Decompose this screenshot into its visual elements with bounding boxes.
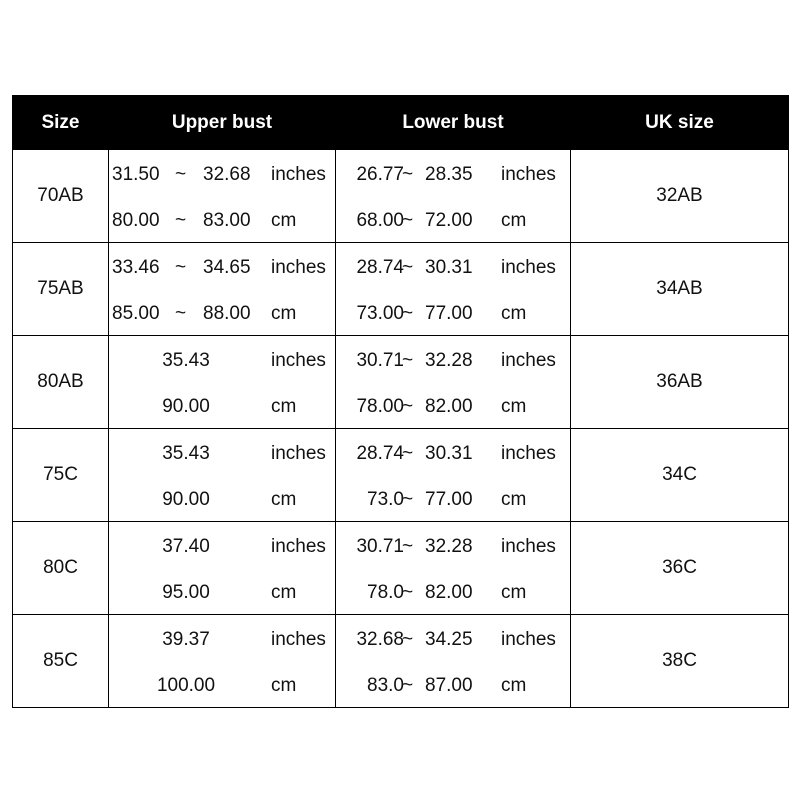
range-low: 30.71 — [356, 350, 404, 371]
uk-size-cell: 34C — [571, 429, 789, 522]
size-cell: 75AB — [13, 243, 109, 336]
range-high: 77.00 — [425, 489, 473, 510]
measurement-value: 100.00 — [156, 675, 216, 696]
unit-label: cm — [271, 489, 297, 510]
cm-line — [109, 302, 335, 326]
upper-bust-measurements — [109, 336, 335, 428]
unit-label: cm — [271, 582, 297, 603]
range-low: 28.74 — [356, 443, 404, 464]
unit-label: cm — [501, 489, 527, 510]
range-high: 87.00 — [425, 675, 473, 696]
unit-label: cm — [271, 303, 297, 324]
measurement-value: 37.40 — [162, 536, 210, 557]
lower-bust-cell — [336, 150, 571, 243]
size-cell: 85C — [13, 615, 109, 708]
range-separator: ~ — [402, 536, 414, 557]
range-separator: ~ — [175, 303, 187, 324]
range-high: 30.31 — [425, 443, 473, 464]
measurement-value: 35.43 — [162, 350, 210, 371]
measurement-value: 95.00 — [162, 582, 210, 603]
range-low: 26.77 — [356, 164, 404, 185]
unit-label: inches — [501, 629, 556, 650]
range-low: 78.00 — [356, 396, 404, 417]
range-low: 28.74 — [356, 257, 404, 278]
measurement-value: 90.00 — [162, 489, 210, 510]
inches-line — [109, 256, 335, 280]
range-separator: ~ — [402, 582, 414, 603]
inches-line — [336, 535, 570, 559]
range-separator: ~ — [402, 396, 414, 417]
measurement-value: 90.00 — [162, 396, 210, 417]
range-low: 73.0 — [367, 489, 404, 510]
range-low: 73.00 — [356, 303, 404, 324]
table-row — [13, 336, 789, 429]
unit-label: inches — [271, 629, 326, 650]
size-cell: 80AB — [13, 336, 109, 429]
inches-line — [109, 628, 335, 652]
unit-label: cm — [501, 396, 527, 417]
cm-line — [109, 488, 335, 512]
upper-bust-cell — [109, 615, 336, 708]
range-separator: ~ — [402, 629, 414, 650]
range-high: 34.25 — [425, 629, 473, 650]
inches-line — [336, 442, 570, 466]
range-high: 28.35 — [425, 164, 473, 185]
unit-label: inches — [501, 443, 556, 464]
range-low: 31.50 — [112, 164, 160, 185]
unit-label: inches — [271, 443, 326, 464]
uk-size-cell: 36C — [571, 522, 789, 615]
lower-bust-measurements — [336, 522, 570, 614]
cm-line — [336, 488, 570, 512]
range-low: 85.00 — [112, 303, 160, 324]
lower-bust-measurements — [336, 615, 570, 707]
header-upper-bust: Upper bust — [109, 96, 336, 150]
range-separator: ~ — [402, 210, 414, 231]
range-low: 32.68 — [356, 629, 404, 650]
range-separator: ~ — [175, 210, 187, 231]
unit-label: inches — [271, 257, 326, 278]
inches-line — [336, 256, 570, 280]
upper-bust-cell — [109, 243, 336, 336]
range-separator: ~ — [402, 443, 414, 464]
inches-line — [336, 349, 570, 373]
cm-line — [336, 302, 570, 326]
range-low: 30.71 — [356, 536, 404, 557]
upper-bust-cell — [109, 150, 336, 243]
range-high: 34.65 — [203, 257, 251, 278]
range-separator: ~ — [175, 257, 187, 278]
upper-bust-measurements — [109, 522, 335, 614]
range-high: 32.28 — [425, 350, 473, 371]
lower-bust-cell — [336, 522, 571, 615]
cm-line — [336, 581, 570, 605]
uk-size-cell: 38C — [571, 615, 789, 708]
unit-label: cm — [501, 303, 527, 324]
range-high: 30.31 — [425, 257, 473, 278]
size-cell: 75C — [13, 429, 109, 522]
measurement-value: 35.43 — [162, 443, 210, 464]
range-high: 72.00 — [425, 210, 473, 231]
measurement-value: 39.37 — [162, 629, 210, 650]
range-high: 82.00 — [425, 582, 473, 603]
lower-bust-measurements — [336, 150, 570, 242]
unit-label: inches — [501, 536, 556, 557]
range-separator: ~ — [175, 164, 187, 185]
size-chart-body — [13, 150, 789, 708]
range-separator: ~ — [402, 675, 414, 696]
uk-size-cell: 34AB — [571, 243, 789, 336]
range-separator: ~ — [402, 257, 414, 278]
header-size: Size — [13, 96, 109, 150]
lower-bust-cell — [336, 243, 571, 336]
cm-line — [109, 581, 335, 605]
unit-label: inches — [501, 350, 556, 371]
unit-label: cm — [271, 396, 297, 417]
size-chart-table — [12, 95, 789, 708]
lower-bust-measurements — [336, 243, 570, 335]
lower-bust-measurements — [336, 336, 570, 428]
size-cell: 80C — [13, 522, 109, 615]
inches-line — [336, 628, 570, 652]
inches-line — [109, 163, 335, 187]
inches-line — [336, 163, 570, 187]
uk-size-cell: 36AB — [571, 336, 789, 429]
cm-line — [109, 209, 335, 233]
upper-bust-cell — [109, 522, 336, 615]
range-low: 78.0 — [367, 582, 404, 603]
lower-bust-measurements — [336, 429, 570, 521]
unit-label: inches — [501, 257, 556, 278]
range-high: 32.68 — [203, 164, 251, 185]
unit-label: cm — [271, 210, 297, 231]
header-row — [13, 96, 789, 150]
range-high: 83.00 — [203, 210, 251, 231]
header-uk-size: UK size — [571, 96, 789, 150]
range-high: 82.00 — [425, 396, 473, 417]
inches-line — [109, 349, 335, 373]
inches-line — [109, 442, 335, 466]
unit-label: cm — [501, 675, 527, 696]
range-low: 80.00 — [112, 210, 160, 231]
table-row — [13, 522, 789, 615]
cm-line — [336, 674, 570, 698]
lower-bust-cell — [336, 429, 571, 522]
uk-size-cell: 32AB — [571, 150, 789, 243]
range-separator: ~ — [402, 350, 414, 371]
unit-label: cm — [271, 675, 297, 696]
cm-line — [336, 395, 570, 419]
unit-label: cm — [501, 582, 527, 603]
size-cell: 70AB — [13, 150, 109, 243]
range-high: 32.28 — [425, 536, 473, 557]
upper-bust-measurements — [109, 429, 335, 521]
table-row — [13, 615, 789, 708]
range-separator: ~ — [402, 303, 414, 324]
upper-bust-cell — [109, 429, 336, 522]
unit-label: cm — [501, 210, 527, 231]
range-low: 68.00 — [356, 210, 404, 231]
range-low: 33.46 — [112, 257, 160, 278]
cm-line — [109, 674, 335, 698]
lower-bust-cell — [336, 336, 571, 429]
inches-line — [109, 535, 335, 559]
unit-label: inches — [271, 350, 326, 371]
range-separator: ~ — [402, 489, 414, 510]
upper-bust-measurements — [109, 615, 335, 707]
table-row — [13, 243, 789, 336]
range-low: 83.0 — [367, 675, 404, 696]
range-separator: ~ — [402, 164, 414, 185]
range-high: 88.00 — [203, 303, 251, 324]
table-row — [13, 429, 789, 522]
unit-label: inches — [271, 536, 326, 557]
upper-bust-measurements — [109, 243, 335, 335]
unit-label: inches — [271, 164, 326, 185]
lower-bust-cell — [336, 615, 571, 708]
header-lower-bust: Lower bust — [336, 96, 571, 150]
cm-line — [109, 395, 335, 419]
table-row — [13, 150, 789, 243]
cm-line — [336, 209, 570, 233]
upper-bust-measurements — [109, 150, 335, 242]
upper-bust-cell — [109, 336, 336, 429]
unit-label: inches — [501, 164, 556, 185]
range-high: 77.00 — [425, 303, 473, 324]
